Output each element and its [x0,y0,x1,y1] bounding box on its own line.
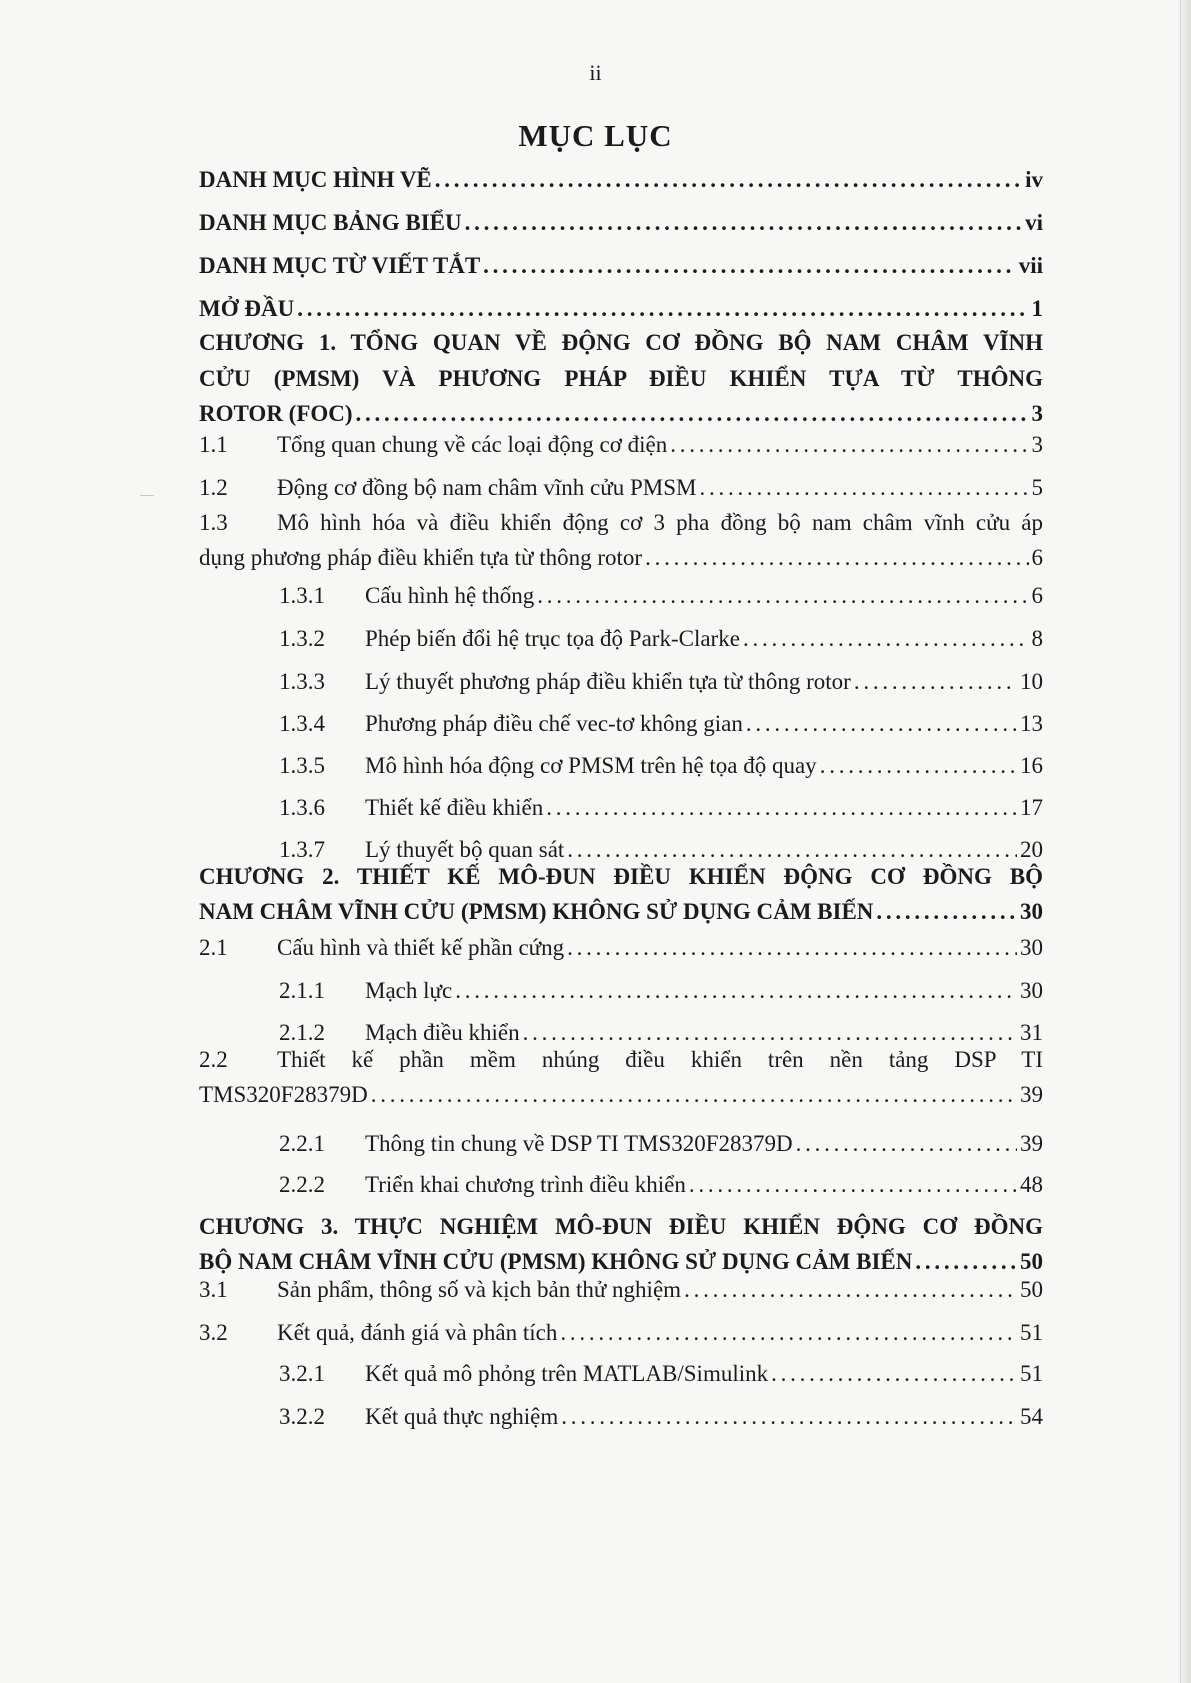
toc-entry-title: Lý thuyết bộ quan sát [365,837,565,862]
toc-entry-title: ROTOR (FOC) [199,401,353,426]
toc-entry-title: MỞ ĐẦU [199,296,295,321]
toc-entry-number: 2.1.1 [279,978,325,1003]
toc-entry-page: 39 [1020,1082,1043,1107]
toc-entry-page: iv [1025,167,1043,192]
dot-leader [746,702,1017,745]
toc-entry-page: vii [1018,253,1043,278]
toc-entry[interactable] [199,702,1043,745]
toc-entry-page: vi [1025,210,1043,235]
toc-entry-title: Sản phẩm, thông số và kịch bản thử nghiệm [277,1277,682,1302]
toc-entry-title-text: CHƯƠNG 1. TỔNG QUAN VỀ ĐỘNG CƠ ĐỒNG BỘ NAM CHÂM VĨNH [199,330,1043,355]
toc-entry-title: BỘ NAM CHÂM VĨNH CỬU (PMSM) KHÔNG SỬ DỤNG CẢM BIẾN [199,1249,913,1274]
toc-entry-title-text: CHƯƠNG 2. THIẾT KẾ MÔ-ĐUN ĐIỀU KHIỂN ĐỘNG CƠ ĐỒNG BỘ [199,864,1043,889]
toc-entry-number: 1.3.6 [279,795,325,820]
toc-entry-number: 1.2 [199,475,228,500]
toc-entry[interactable] [199,423,1043,466]
dot-leader [371,1078,1017,1112]
dot-leader [465,201,1023,244]
toc-entry-title: Cấu hình hệ thống [365,583,535,608]
toc-entry[interactable] [199,505,1043,575]
toc-entry-number: 1.3.2 [279,626,325,651]
toc-entry-title-line [199,1042,1043,1078]
dot-leader [537,574,1028,617]
toc-entry-number: 1.3.5 [279,753,325,778]
toc-entry-number: 1.1 [199,432,228,457]
toc-entry[interactable] [199,201,1043,244]
toc-entry[interactable] [199,1122,1043,1165]
toc-entry-number: 3.2 [199,1320,228,1345]
toc-entry[interactable] [199,744,1043,787]
toc-entry-page: 3 [1031,401,1043,426]
toc-entry-number: 1.3.7 [279,837,325,862]
toc-entry-number: 3.2.2 [279,1404,325,1429]
toc-entry-number: 2.1.2 [279,1020,325,1045]
page-number: ii [589,60,602,85]
toc-entry-title: DANH MỤC HÌNH VẼ [199,167,432,192]
page-edge-line [1180,0,1181,1683]
toc-entry-title: dụng phương pháp điều khiển tựa từ thông rotor [199,545,643,570]
toc-entry-page: 3 [1031,432,1043,457]
dot-leader [743,617,1029,660]
dot-leader [645,541,1028,575]
toc-entry-title: Mạch lực [365,978,453,1003]
toc-entry-title: Mô hình hóa động cơ PMSM trên hệ tọa độ quay [365,753,817,778]
toc-entry-page: 31 [1020,1020,1043,1045]
toc-entry-title: NAM CHÂM VĨNH CỬU (PMSM) KHÔNG SỬ DỤNG CẢM BIẾN [199,899,874,924]
toc-entry-page: 30 [1020,978,1043,1003]
toc-entry-title: Thông tin chung về DSP TI TMS320F28379D [365,1131,793,1156]
dot-leader [567,926,1017,969]
dot-leader [560,1311,1017,1354]
toc-entry-title: Thiết kế điều khiển [365,795,544,820]
toc-entry-title: Phương pháp điều chế vec-tơ không gian [365,711,743,736]
toc-entry-title: Kết quả thực nghiệm [365,1404,559,1429]
toc-entry-page: 10 [1020,669,1043,694]
toc-entry-title-line [199,505,1043,541]
toc-entry-title: Lý thuyết phương pháp điều khiển tựa từ thông rotor [365,669,851,694]
toc-entry-title-line [199,325,1043,361]
toc-entry-number: 1.3 [199,510,228,535]
toc-entry-page: 30 [1020,899,1043,924]
dot-leader [684,1268,1017,1311]
toc-entry[interactable] [199,1352,1043,1395]
toc-entry-page: 6 [1031,545,1043,570]
toc-entry-title-text: CHƯƠNG 3. THỰC NGHIỆM MÔ-ĐUN ĐIỀU KHIỂN ĐỘNG CƠ ĐỒNG [199,1214,1043,1239]
toc-entry-page: 48 [1020,1172,1043,1197]
toc-entry-page: 1 [1031,296,1043,321]
toc-entry-number: 2.2.1 [279,1131,325,1156]
toc-entry-title-line [199,1209,1043,1245]
toc-entry[interactable] [199,969,1043,1012]
dot-leader [771,1352,1017,1395]
toc-entry-number: 1.3.1 [279,583,325,608]
toc-entry[interactable] [199,325,1043,431]
toc-entry-page: 50 [1020,1277,1043,1302]
toc-entry[interactable] [199,1395,1043,1438]
toc-entry-title: Triển khai chương trình điều khiển [365,1172,686,1197]
toc-entry-title-text: CỬU (PMSM) VÀ PHƯƠNG PHÁP ĐIỀU KHIỂN TỰA TỪ THÔNG [199,366,1043,391]
dot-leader [546,786,1017,829]
toc-entry-title-text: Mô hình hóa và điều khiển động cơ 3 pha đồng bộ nam châm vĩnh cửu áp [277,510,1043,535]
toc-entry[interactable] [199,287,1043,330]
dot-leader [561,1395,1017,1438]
toc-entry[interactable] [199,1311,1043,1354]
toc-entry[interactable] [199,786,1043,829]
toc-entry-number: 3.2.1 [279,1361,325,1386]
toc-entry-page: 8 [1031,626,1043,651]
toc-entry-page: 6 [1031,583,1043,608]
dot-leader [435,158,1022,201]
margin-mark [140,495,154,496]
toc-entry-number: 3.1 [199,1277,228,1302]
toc-entry[interactable] [199,1268,1043,1311]
toc-entry-title: Cấu hình và thiết kế phần cứng [277,935,565,960]
toc-entry-title: DANH MỤC BẢNG BIỂU [199,210,462,235]
toc-entry-page: 30 [1020,935,1043,960]
toc-entry-page: 50 [1020,1249,1043,1274]
dot-leader [455,969,1017,1012]
toc-entry[interactable] [199,466,1043,509]
dot-leader [699,466,1028,509]
dot-leader [876,895,1017,929]
toc-entry-title-text: Thiết kế phần mềm nhúng điều khiển trên nền tảng DSP TI [277,1047,1043,1072]
toc-entry[interactable] [199,1042,1043,1112]
dot-leader [297,287,1028,330]
toc-entry-page: 16 [1020,753,1043,778]
toc-entry[interactable] [199,1163,1043,1206]
toc-entry-title: Kết quả, đánh giá và phân tích [277,1320,558,1345]
toc-entry-title: TMS320F28379D [199,1082,368,1107]
dot-leader [689,1163,1017,1206]
toc-entry[interactable] [199,574,1043,617]
toc-entry-page: 13 [1020,711,1043,736]
toc-entry-number: 2.2.2 [279,1172,325,1197]
toc-entry-page: 17 [1020,795,1043,820]
toc-title: MỤC LỤC [518,118,673,153]
toc-entry-page: 51 [1020,1320,1043,1345]
toc-entry[interactable] [199,158,1043,201]
toc-entry-page: 51 [1020,1361,1043,1386]
dot-leader [670,423,1028,466]
toc-entry-number: 2.2 [199,1047,228,1072]
toc-entry-number: 1.3.4 [279,711,325,736]
toc-entry-title-line [199,859,1043,895]
toc-entry-title: Phép biến đổi hệ trục tọa độ Park-Clarke [365,626,740,651]
toc-entry-page: 20 [1020,837,1043,862]
toc-entry-title: Động cơ đồng bộ nam châm vĩnh cửu PMSM [277,475,697,500]
dot-leader [483,244,1016,287]
toc-entry-title-line [199,361,1043,397]
toc-entry[interactable] [199,617,1043,660]
toc-entry-title: DANH MỤC TỪ VIẾT TẮT [199,253,481,278]
toc-entry-number: 1.3.3 [279,669,325,694]
toc-entry-page: 5 [1031,475,1043,500]
toc-entry-number: 2.1 [199,935,228,960]
dot-leader [796,1122,1017,1165]
toc-entry[interactable] [199,660,1043,703]
dot-leader [820,744,1017,787]
dot-leader [854,660,1017,703]
toc-entry-title: Tổng quan chung về các loại động cơ điện [277,432,668,457]
toc-entry[interactable] [199,926,1043,969]
toc-entry-page: 39 [1020,1131,1043,1156]
toc-entry[interactable] [199,244,1043,287]
toc-entry-title: Kết quả mô phỏng trên MATLAB/Simulink [365,1361,769,1386]
toc-entry[interactable] [199,859,1043,929]
toc-entry-title: Mạch điều khiển [365,1020,520,1045]
toc-entry-page: 54 [1020,1404,1043,1429]
